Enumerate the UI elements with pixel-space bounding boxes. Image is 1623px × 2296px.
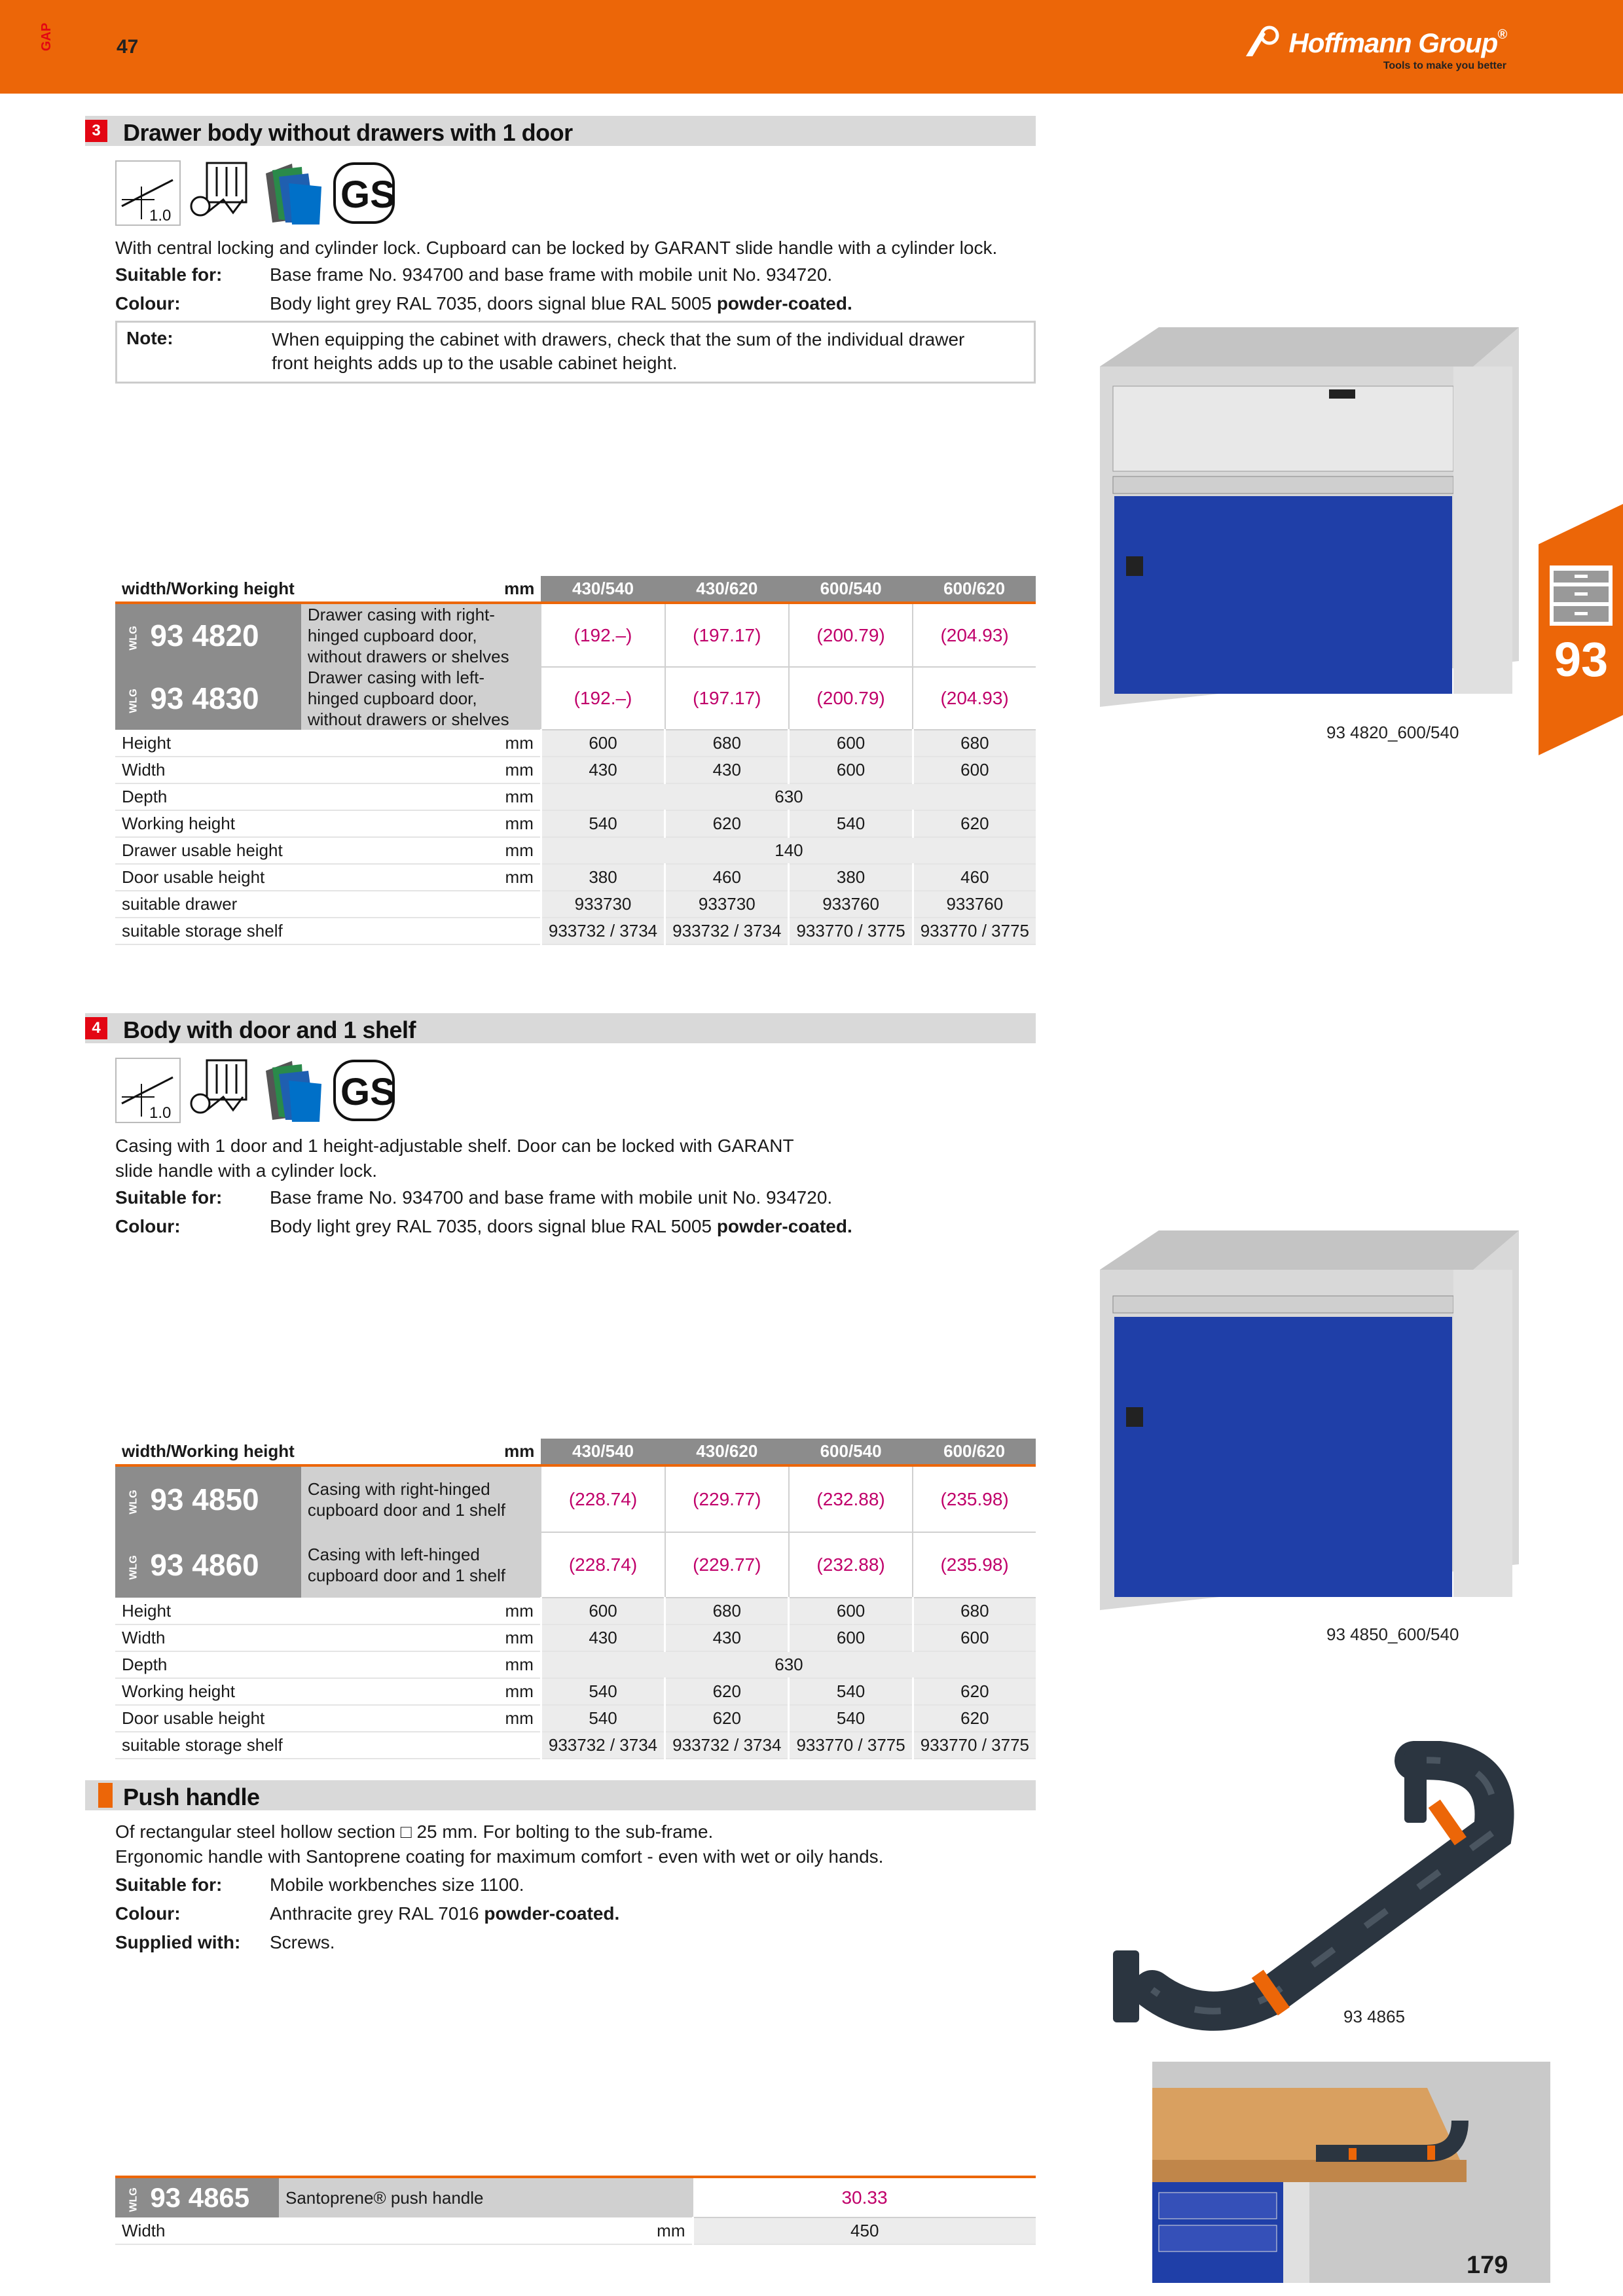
spec-label: Drawer usable height <box>115 837 301 864</box>
table-header-row <box>115 1439 1036 1465</box>
label: Suitable for: <box>115 1874 223 1895</box>
article-description: Drawer casing with right-hinged cupboard door, without drawers or shelves <box>301 603 541 667</box>
spec-label: Door usable height <box>115 1705 301 1732</box>
article-number: WLG 93 4820 <box>115 603 301 667</box>
spec-value: 540 <box>541 810 665 837</box>
section-3-suitable <box>115 263 832 287</box>
spec-value: 600 <box>913 1624 1036 1651</box>
section-title: Push handle <box>123 1784 260 1810</box>
workbench-photo <box>1152 2062 1550 2283</box>
spec-value: 933732 / 3734 <box>541 918 665 944</box>
spec-value: 620 <box>913 810 1036 837</box>
desc-line: Ergonomic handle with Santoprene coating for maximum comfort - even with wet or oily hands. <box>115 1846 884 1867</box>
value-bold: powder-coated. <box>484 1903 620 1924</box>
chapter-number: 93 <box>1554 632 1609 687</box>
side-tag: GAP <box>39 22 54 52</box>
brand-logo <box>1288 27 1506 72</box>
article-number: WLG 93 4860 <box>115 1532 301 1598</box>
spec-value: 933770 / 3775 <box>913 918 1036 944</box>
spec-value: 680 <box>665 730 789 757</box>
svg-text:GS: GS <box>340 173 395 216</box>
article-description: Santoprene® push handle <box>279 2177 693 2217</box>
spec-value: 933730 <box>665 891 789 918</box>
spec-label: suitable storage shelf <box>115 1732 301 1759</box>
intro-line: Casing with 1 door and 1 height-adjustable shelf. Door can be locked with GARANT <box>115 1136 794 1156</box>
section-number: 4 <box>85 1017 107 1039</box>
spec-unit: mm <box>301 1651 541 1678</box>
gs-certification-icon <box>331 160 397 226</box>
price: (200.79) <box>789 667 913 730</box>
section-4-suitable <box>115 1186 832 1210</box>
image-caption: 93 4820_600/540 <box>1326 723 1459 742</box>
spec-value: 630 <box>541 1651 1036 1678</box>
col-header: 600/540 <box>789 1439 913 1465</box>
price: (232.88) <box>789 1465 913 1532</box>
price: (204.93) <box>913 667 1036 730</box>
spec-value: 430 <box>541 757 665 783</box>
spec-value: 933770 / 3775 <box>789 1732 913 1759</box>
spec-value: 430 <box>665 757 789 783</box>
article-number: WLG 93 4850 <box>115 1465 301 1532</box>
article-description: Casing with right-hinged cupboard door and 1 shelf <box>301 1465 541 1532</box>
lock-key-icon <box>187 1058 253 1123</box>
spec-value: 540 <box>789 1705 913 1732</box>
page-small-number: 47 <box>117 36 139 58</box>
spec-value: 540 <box>789 810 913 837</box>
colour-swatches-icon <box>259 160 325 226</box>
col-header: 430/540 <box>541 576 665 603</box>
spec-unit <box>301 1732 541 1759</box>
col-header: 600/620 <box>913 576 1036 603</box>
price: (197.17) <box>665 667 789 730</box>
spec-row <box>115 730 1036 757</box>
section-3-table <box>115 576 1036 945</box>
spec-value: 430 <box>665 1624 789 1651</box>
article-description: Drawer casing with left-hinged cupboard door, without drawers or shelves <box>301 667 541 730</box>
spec-value: 600 <box>789 1598 913 1624</box>
spec-value: 600 <box>913 757 1036 783</box>
push-handle-description <box>115 1820 1045 1869</box>
intro-line: slide handle with a cylinder lock. <box>115 1160 377 1181</box>
section-number: 3 <box>85 120 107 142</box>
spec-row <box>115 1598 1036 1624</box>
col-header: 600/540 <box>789 576 913 603</box>
section-4-intro <box>115 1134 1045 1183</box>
spec-unit: mm <box>301 810 541 837</box>
spec-label: suitable storage shelf <box>115 918 301 944</box>
spec-value: 460 <box>913 864 1036 891</box>
label: Colour: <box>115 293 181 314</box>
push-handle-colour <box>115 1902 619 1926</box>
note-text: When equipping the cabinet with drawers, check that the sum of the individual drawer front heights adds up to the usable cabinet height. <box>272 329 965 373</box>
note-box <box>115 321 1036 384</box>
article-number: WLG 93 4865 <box>115 2177 279 2217</box>
spec-value: 630 <box>541 783 1036 810</box>
col-header: 430/540 <box>541 1439 665 1465</box>
spec-unit: mm <box>301 1705 541 1732</box>
spec-value: 450 <box>693 2217 1036 2244</box>
push-handle-image <box>1074 1741 1532 2042</box>
value: Base frame No. 934700 and base frame with mobile unit No. 934720. <box>270 1187 833 1208</box>
spec-value: 620 <box>665 810 789 837</box>
value: Body light grey RAL 7035, doors signal blue RAL 5005 <box>270 1216 717 1236</box>
brand-logo-icon <box>1246 25 1283 58</box>
article-row <box>115 1465 1036 1532</box>
value: Body light grey RAL 7035, doors signal blue RAL 5005 <box>270 293 717 314</box>
svg-text:GS: GS <box>340 1071 395 1113</box>
spec-unit: mm <box>301 783 541 810</box>
brand-reg: ® <box>1497 27 1506 42</box>
price: (229.77) <box>665 1532 789 1598</box>
table-header-row <box>115 576 1036 603</box>
label: Suitable for: <box>115 264 223 285</box>
section-3-intro: With central locking and cylinder lock. Cupboard can be locked by GARANT slide handle with a cylinder lock. <box>115 238 998 258</box>
spec-label: Width <box>115 757 301 783</box>
push-handle-supplied <box>115 1931 335 1954</box>
spec-unit: mm <box>301 1598 541 1624</box>
spec-row <box>115 918 1036 944</box>
spec-value: 933760 <box>913 891 1036 918</box>
col-header: 600/620 <box>913 1439 1036 1465</box>
spec-label: Working height <box>115 810 301 837</box>
price: (229.77) <box>665 1465 789 1532</box>
value: Anthracite grey RAL 7016 <box>270 1903 484 1924</box>
spec-value: 460 <box>665 864 789 891</box>
spec-row <box>115 1678 1036 1705</box>
spec-value: 680 <box>913 730 1036 757</box>
spec-unit: mm <box>301 757 541 783</box>
load-capacity-icon <box>115 1058 181 1123</box>
spec-label: Height <box>115 730 301 757</box>
gs-certification-icon <box>331 1058 397 1123</box>
spec-unit: mm <box>301 864 541 891</box>
label: Supplied with: <box>115 1932 241 1952</box>
spec-value: 620 <box>913 1678 1036 1705</box>
spec-label: suitable drawer <box>115 891 301 918</box>
spec-rows <box>115 730 1036 944</box>
spec-row <box>115 1651 1036 1678</box>
header-unit: mm <box>301 1439 541 1465</box>
brand-tagline: Tools to make you better <box>1383 60 1506 71</box>
header-unit: mm <box>301 576 541 603</box>
image-caption: 93 4850_600/540 <box>1326 1624 1459 1644</box>
price: (197.17) <box>665 603 789 667</box>
brand-name: Hoffmann Group <box>1288 27 1498 58</box>
spec-unit: mm <box>301 1678 541 1705</box>
spec-value: 620 <box>665 1678 789 1705</box>
spec-row <box>115 891 1036 918</box>
article-row <box>115 2177 1036 2217</box>
spec-value: 680 <box>665 1598 789 1624</box>
spec-label: Width <box>115 2217 279 2244</box>
desc-line: Of rectangular steel hollow section □ 25 mm. For bolting to the sub-frame. <box>115 1821 714 1842</box>
label: Colour: <box>115 1216 181 1236</box>
header-label: width/Working height <box>115 1439 301 1465</box>
spec-value: 933760 <box>789 891 913 918</box>
spec-row <box>115 810 1036 837</box>
spec-value: 430 <box>541 1624 665 1651</box>
spec-row <box>115 1705 1036 1732</box>
spec-unit: mm <box>279 2217 693 2244</box>
spec-row <box>115 2217 1036 2244</box>
section-4-table <box>115 1439 1036 1759</box>
load-value: 1.0 <box>149 1104 172 1122</box>
section-title: Body with door and 1 shelf <box>123 1016 416 1043</box>
spec-value: 620 <box>913 1705 1036 1732</box>
image-caption: 93 4865 <box>1343 2007 1405 2026</box>
spec-value: 933732 / 3734 <box>665 1732 789 1759</box>
page-number: 179 <box>1467 2251 1508 2279</box>
section-4-colour <box>115 1215 852 1238</box>
spec-unit: mm <box>301 837 541 864</box>
price: (232.88) <box>789 1532 913 1598</box>
spec-value: 140 <box>541 837 1036 864</box>
spec-row <box>115 864 1036 891</box>
spec-unit: mm <box>301 730 541 757</box>
spec-label: Depth <box>115 1651 301 1678</box>
spec-row <box>115 1624 1036 1651</box>
spec-unit <box>301 918 541 944</box>
spec-label: Working height <box>115 1678 301 1705</box>
article-row <box>115 603 1036 667</box>
spec-value: 933770 / 3775 <box>789 918 913 944</box>
spec-value: 380 <box>541 864 665 891</box>
push-handle-header <box>85 1780 1036 1810</box>
spec-value: 600 <box>541 1598 665 1624</box>
spec-value: 600 <box>541 730 665 757</box>
price: (192.–) <box>541 667 665 730</box>
label: Colour: <box>115 1903 181 1924</box>
section-3-header <box>85 116 1036 146</box>
value: Screws. <box>270 1932 335 1952</box>
section-marker <box>98 1783 113 1808</box>
push-handle-table <box>115 2176 1036 2245</box>
price: (204.93) <box>913 603 1036 667</box>
spec-value: 600 <box>789 757 913 783</box>
spec-row <box>115 1732 1036 1759</box>
spec-value: 600 <box>789 1624 913 1651</box>
section-3-colour <box>115 292 852 315</box>
price: (200.79) <box>789 603 913 667</box>
price: (235.98) <box>913 1465 1036 1532</box>
spec-value: 933732 / 3734 <box>541 1732 665 1759</box>
spec-value: 680 <box>913 1598 1036 1624</box>
spec-value: 600 <box>789 730 913 757</box>
price: 30.33 <box>693 2177 1036 2217</box>
feature-icons <box>115 1058 403 1130</box>
header-label: width/Working height <box>115 576 301 603</box>
price: (228.74) <box>541 1532 665 1598</box>
section-title: Drawer body without drawers with 1 door <box>123 119 573 146</box>
article-row <box>115 1532 1036 1598</box>
price: (228.74) <box>541 1465 665 1532</box>
article-description: Casing with left-hinged cupboard door and 1 shelf <box>301 1532 541 1598</box>
spec-label: Height <box>115 1598 301 1624</box>
spec-row <box>115 837 1036 864</box>
section-4-header <box>85 1013 1036 1043</box>
value: Mobile workbenches size 1100. <box>270 1874 524 1895</box>
spec-row <box>115 757 1036 783</box>
price: (192.–) <box>541 603 665 667</box>
value-bold: powder-coated. <box>716 293 852 314</box>
value: Base frame No. 934700 and base frame with mobile unit No. 934720. <box>270 264 833 285</box>
spec-value: 380 <box>789 864 913 891</box>
col-header: 430/620 <box>665 576 789 603</box>
value-bold: powder-coated. <box>716 1216 852 1236</box>
cabinet-image-4820 <box>1100 327 1519 707</box>
colour-swatches-icon <box>259 1058 325 1123</box>
spec-unit <box>301 891 541 918</box>
spec-rows <box>115 1598 1036 1759</box>
cabinet-image-4850 <box>1100 1230 1519 1610</box>
load-value: 1.0 <box>149 207 172 224</box>
article-number: WLG 93 4830 <box>115 667 301 730</box>
spec-value: 933730 <box>541 891 665 918</box>
note-label: Note: <box>126 328 173 348</box>
spec-unit: mm <box>301 1624 541 1651</box>
spec-label: Door usable height <box>115 864 301 891</box>
spec-row <box>115 783 1036 810</box>
spec-value: 933770 / 3775 <box>913 1732 1036 1759</box>
spec-value: 540 <box>541 1705 665 1732</box>
lock-key-icon <box>187 160 253 226</box>
spec-label: Width <box>115 1624 301 1651</box>
spec-label: Depth <box>115 783 301 810</box>
drawer-cabinet-icon <box>1548 564 1614 627</box>
spec-value: 620 <box>665 1705 789 1732</box>
spec-value: 540 <box>541 1678 665 1705</box>
load-capacity-icon <box>115 160 181 226</box>
spec-value: 540 <box>789 1678 913 1705</box>
push-handle-suitable <box>115 1873 524 1897</box>
chapter-tab <box>1539 504 1623 755</box>
feature-icons <box>115 160 403 232</box>
spec-value: 933732 / 3734 <box>665 918 789 944</box>
price: (235.98) <box>913 1532 1036 1598</box>
article-row <box>115 667 1036 730</box>
label: Suitable for: <box>115 1187 223 1208</box>
col-header: 430/620 <box>665 1439 789 1465</box>
